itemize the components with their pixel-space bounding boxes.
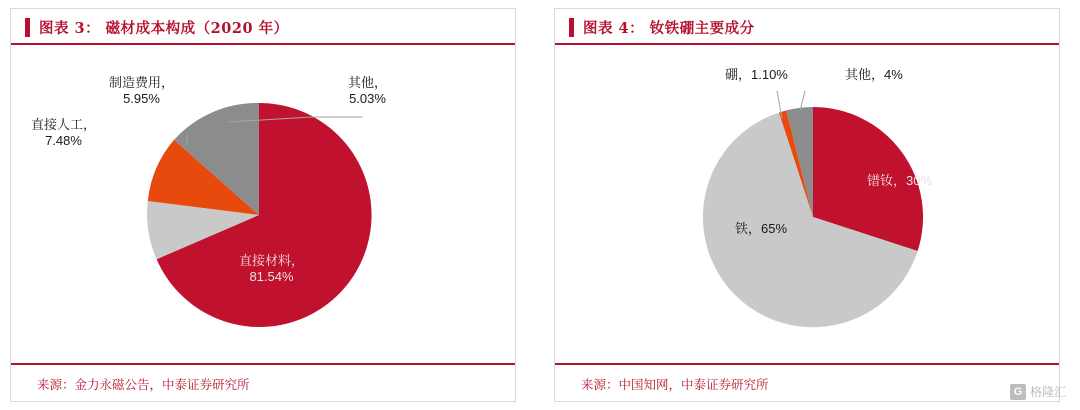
label-labor: 直接人工， 7.48%	[31, 117, 97, 149]
source-right: 来源：中国知网，中泰证券研究所	[581, 377, 769, 392]
page-title-right: 图表 4： 钕铁硼主要成分	[583, 20, 755, 37]
label-manufacturing: 制造费用， 5.95%	[109, 75, 175, 107]
panel-footer-right	[555, 363, 1059, 401]
watermark-badge: G	[1010, 384, 1026, 400]
chart-panel-right	[554, 8, 1060, 402]
watermark-text: 格隆汇	[1029, 385, 1066, 399]
label-other: 其他，4%	[845, 67, 903, 82]
header-accent-bar	[569, 18, 574, 37]
panel-header-right	[555, 9, 1059, 45]
watermark	[1010, 383, 1066, 400]
pie-chart-left	[11, 45, 515, 361]
pie-chart-right	[555, 45, 1059, 361]
label-other: 其他， 5.03%	[348, 75, 388, 107]
label-boron: 硼，1.10%	[725, 67, 788, 82]
pie-svg-left	[11, 45, 515, 363]
label-prnd: 镨钕，30%	[867, 173, 933, 188]
label-iron: 铁，65%	[735, 221, 788, 236]
page-title-left: 图表 3： 磁材成本构成（2020 年）	[39, 20, 289, 37]
chart-panel-left	[10, 8, 516, 402]
pie-svg-right	[555, 45, 1059, 363]
label-material: 直接材料， 81.54%	[239, 253, 305, 285]
source-left: 来源：金力永磁公告，中泰证券研究所	[37, 377, 250, 392]
panel-header-left	[11, 9, 515, 45]
header-accent-bar	[25, 18, 30, 37]
panel-footer-left	[11, 363, 515, 401]
